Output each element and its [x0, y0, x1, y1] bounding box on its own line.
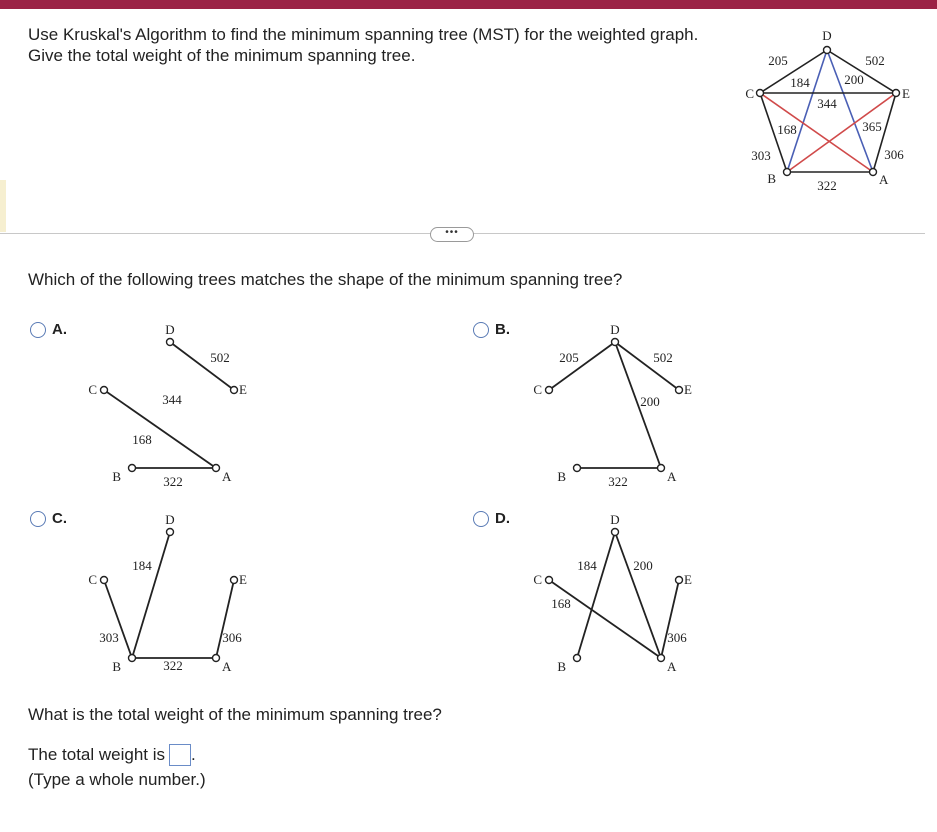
- option-c-tree-node-label-b: B: [112, 659, 121, 674]
- option-c-tree-node-label-a: A: [222, 659, 232, 674]
- graph-node-label-e: E: [902, 86, 910, 101]
- graph-weight-c-e: 344: [817, 96, 837, 111]
- option-c-tree-weight-2: 322: [163, 658, 183, 673]
- graph-weight-d-a: 200: [844, 72, 864, 87]
- option-a-tree-edge-1: [104, 390, 216, 468]
- question-text: [28, 24, 698, 66]
- option-c-tree-node-b: [129, 655, 136, 662]
- graph-weight-d-b: 184: [790, 75, 810, 90]
- option-c-tree-edge-1: [104, 580, 132, 658]
- option-d-radio[interactable]: [473, 511, 489, 527]
- option-d-tree-weight-3: 306: [667, 630, 687, 645]
- option-a-tree-node-label-e: E: [239, 382, 247, 397]
- graph-weight-e-a: 306: [884, 147, 904, 162]
- option-d-tree: [525, 508, 805, 688]
- option-a-tree-node-c: [101, 387, 108, 394]
- option-d-tree-node-label-a: A: [667, 659, 677, 674]
- option-b-tree-node-c: [546, 387, 553, 394]
- answer-prefix: The total weight is: [28, 745, 166, 764]
- option-a-tree-node-label-a: A: [222, 469, 232, 484]
- option-d-tree-edge-1: [615, 532, 661, 658]
- option-a-tree-node-d: [167, 339, 174, 346]
- option-d-tree-edge-2: [549, 580, 661, 658]
- weighted-graph: [730, 20, 930, 200]
- option-a-radio[interactable]: [30, 322, 46, 338]
- option-c-tree-weight-0: 184: [132, 558, 152, 573]
- option-b-tree-node-label-c: C: [533, 382, 542, 397]
- option-b-radio[interactable]: [473, 322, 489, 338]
- graph-node-c: [757, 90, 764, 97]
- answer-line: [28, 744, 196, 766]
- option-b-tree-node-label-a: A: [667, 469, 677, 484]
- graph-node-a: [870, 169, 877, 176]
- option-b-tree-weight-1: 502: [653, 350, 673, 365]
- option-d-tree-node-label-d: D: [610, 512, 620, 527]
- option-a-tree-node-label-c: C: [88, 382, 97, 397]
- graph-weight-b-a: 322: [817, 178, 837, 193]
- option-d-tree-node-e: [676, 577, 683, 584]
- graph-node-label-d: D: [822, 28, 832, 43]
- option-b-tree-node-a: [658, 465, 665, 472]
- graph-weight-c-d: 205: [768, 53, 788, 68]
- option-a-tree-node-a: [213, 465, 220, 472]
- option-c-tree-edge-3: [216, 580, 234, 658]
- option-d-tree-weight-1: 200: [633, 558, 653, 573]
- left-margin-marker: [0, 180, 6, 232]
- option-d[interactable]: [473, 510, 510, 527]
- option-a-tree-weight-0: 502: [210, 350, 230, 365]
- option-d-tree-edge-0: [577, 532, 615, 658]
- option-a-tree-weight-1: 344: [162, 392, 182, 407]
- option-a-tree-node-label-b: B: [112, 469, 121, 484]
- option-b-tree: [525, 318, 805, 498]
- option-a-tree-node-b: [129, 465, 136, 472]
- option-a-tree-weight-3: 322: [163, 474, 183, 489]
- graph-weight-d-e: 502: [865, 53, 885, 68]
- option-a-tree-node-label-d: D: [165, 322, 175, 337]
- option-b-tree-node-label-d: D: [610, 322, 620, 337]
- graph-weight-c-b: 303: [751, 148, 771, 163]
- option-b-tree-weight-0: 205: [559, 350, 579, 365]
- option-d-tree-weight-0: 184: [577, 558, 597, 573]
- option-d-tree-node-b: [574, 655, 581, 662]
- option-d-tree-weight-2: 168: [551, 596, 571, 611]
- option-d-tree-node-a: [658, 655, 665, 662]
- graph-node-e: [893, 90, 900, 97]
- option-b[interactable]: [473, 321, 510, 338]
- option-b-tree-node-d: [612, 339, 619, 346]
- graph-node-label-b: B: [767, 171, 776, 186]
- option-b-tree-weight-3: 322: [608, 474, 628, 489]
- option-b-tree-node-label-e: E: [684, 382, 692, 397]
- option-c-label: C.: [52, 510, 67, 527]
- answer-suffix: .: [191, 745, 196, 764]
- option-c-radio[interactable]: [30, 511, 46, 527]
- graph-node-d: [824, 47, 831, 54]
- option-d-tree-node-d: [612, 529, 619, 536]
- option-b-tree-node-b: [574, 465, 581, 472]
- option-b-tree-node-label-b: B: [557, 469, 566, 484]
- graph-node-label-a: A: [879, 172, 889, 187]
- top-accent-bar: [0, 0, 937, 9]
- option-c-tree-weight-1: 303: [99, 630, 119, 645]
- option-c-tree: [80, 508, 360, 688]
- graph-node-b: [784, 169, 791, 176]
- option-d-tree-node-label-e: E: [684, 572, 692, 587]
- answer-input[interactable]: [169, 744, 191, 766]
- sub-question-text: Which of the following trees matches the shape of the minimum spanning tree?: [28, 270, 623, 289]
- question-line-2: Give the total weight of the minimum spanning tree.: [28, 46, 416, 65]
- option-c-tree-node-label-e: E: [239, 572, 247, 587]
- option-a-tree: [80, 318, 360, 498]
- more-button[interactable]: •••: [430, 227, 474, 242]
- option-c-tree-node-d: [167, 529, 174, 536]
- option-c-tree-node-c: [101, 577, 108, 584]
- option-c-tree-node-label-d: D: [165, 512, 175, 527]
- option-c-tree-node-label-c: C: [88, 572, 97, 587]
- option-c-tree-node-a: [213, 655, 220, 662]
- option-c-tree-node-e: [231, 577, 238, 584]
- question-2-text: What is the total weight of the minimum spanning tree?: [28, 705, 442, 724]
- option-c-tree-weight-3: 306: [222, 630, 242, 645]
- option-a-tree-node-e: [231, 387, 238, 394]
- option-b-label: B.: [495, 321, 510, 338]
- option-a-tree-weight-2: 168: [132, 432, 152, 447]
- option-b-tree-node-e: [676, 387, 683, 394]
- option-d-tree-node-label-c: C: [533, 572, 542, 587]
- option-c[interactable]: [30, 510, 67, 527]
- option-d-tree-node-c: [546, 577, 553, 584]
- option-a-label: A.: [52, 321, 67, 338]
- option-d-label: D.: [495, 510, 510, 527]
- option-d-tree-node-label-b: B: [557, 659, 566, 674]
- option-a[interactable]: [30, 321, 67, 338]
- graph-node-label-c: C: [745, 86, 754, 101]
- graph-edge-d-b: [787, 50, 827, 172]
- hint-text: (Type a whole number.): [28, 770, 206, 789]
- graph-weight-e-b: 365: [862, 119, 882, 134]
- option-b-tree-weight-2: 200: [640, 394, 660, 409]
- option-d-tree-edge-3: [661, 580, 679, 658]
- question-line-1: Use Kruskal's Algorithm to find the minimum spanning tree (MST) for the weighted graph.: [28, 25, 699, 44]
- graph-weight-c-a: 168: [777, 122, 797, 137]
- graph-edge-d-a: [827, 50, 873, 172]
- option-c-tree-edge-0: [132, 532, 170, 658]
